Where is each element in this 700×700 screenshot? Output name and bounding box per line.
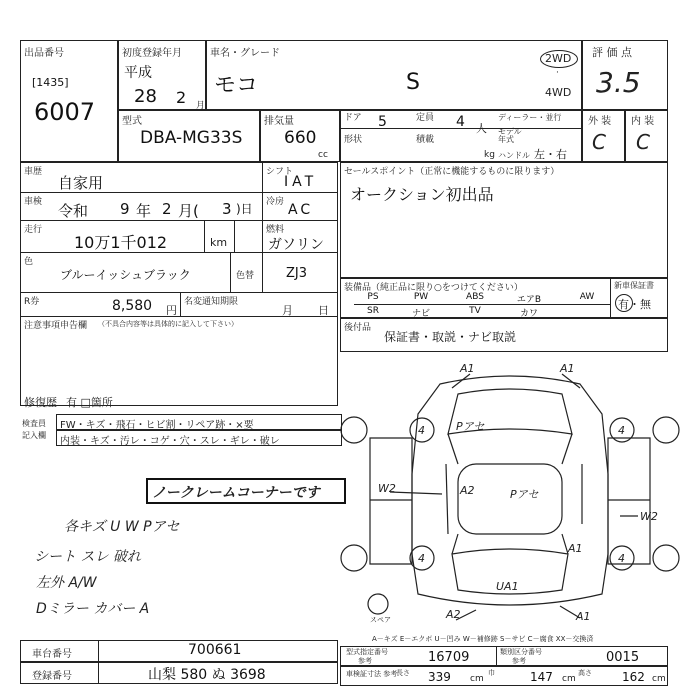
- car-grade: S: [406, 70, 420, 95]
- equip-pw: PW: [413, 292, 429, 302]
- lot-code: [1435]: [32, 76, 69, 89]
- recycle-label: R券: [24, 297, 40, 307]
- inspection-day: 3: [222, 200, 232, 218]
- accessories-label: 後付品: [344, 323, 372, 333]
- designation-sub: 参考: [358, 657, 372, 665]
- dims-height-label: 高さ: [578, 669, 592, 677]
- mark-paint-hood: Pアセ: [456, 420, 485, 433]
- dims-label: 車検証寸法 参考: [346, 670, 398, 678]
- accessories-value: 保証書・取説・ナビ取説: [384, 330, 517, 344]
- payload-unit: kg: [484, 150, 495, 160]
- recycle-divider: [180, 292, 181, 316]
- registration-year: 28: [134, 86, 157, 107]
- note-line-1: 各キズ U W Pアセ: [64, 519, 180, 535]
- vehicle-type-value: 自家用: [58, 174, 104, 192]
- mark-tire-front-right: 4: [618, 424, 625, 437]
- equip-ps: PS: [367, 292, 379, 302]
- fuel-label: 燃料: [266, 225, 285, 235]
- equip-tv: TV: [469, 306, 481, 316]
- vehicle-type-label: 車歴: [24, 167, 43, 177]
- exterior-value: C: [592, 130, 606, 154]
- dims-width-unit: cm: [562, 674, 576, 684]
- capacity-value: 4: [456, 114, 465, 130]
- color-label: 色: [24, 257, 34, 267]
- dims-length-label: 長さ: [396, 669, 410, 677]
- equip-navi: ナビ: [411, 309, 430, 319]
- dims-length-unit: cm: [470, 674, 484, 684]
- inspection-year: 9: [120, 200, 130, 218]
- interior-label: 内 装: [631, 116, 655, 127]
- car-number-label: 車台番号: [32, 649, 72, 660]
- drive-dot: ·: [556, 68, 559, 78]
- equip-divider: [610, 278, 611, 318]
- car-name: モコ: [214, 73, 259, 98]
- details-box: [20, 162, 338, 406]
- note-line-2: シート スレ 破れ: [34, 549, 141, 565]
- reg-number-label: 登録番号: [32, 671, 72, 682]
- lot-number: 6007: [34, 98, 96, 126]
- mark-a2-left: A2: [460, 484, 475, 497]
- inspection-year-unit: 年: [136, 202, 152, 220]
- registration-month-unit: 月: [196, 101, 206, 111]
- doors-value: 5: [378, 114, 387, 130]
- mark-paint-roof: Pアセ: [510, 488, 539, 501]
- designation-label: 型式指定番号: [346, 648, 388, 656]
- color-value: ブルーイッシュブラック: [60, 268, 191, 282]
- recycle-value: 8,580: [112, 298, 153, 314]
- equip-abs: ABS: [466, 292, 484, 302]
- equip-airbag: エアB: [516, 295, 542, 305]
- spec-divider: [340, 128, 582, 129]
- equip-sr: SR: [367, 306, 379, 316]
- col-divider-1: [262, 162, 263, 252]
- dims-height: 162: [622, 670, 645, 684]
- car-number-value: 700661: [188, 642, 242, 658]
- inspection-day-unit: )日: [236, 202, 253, 216]
- drive-2wd: 2WD: [545, 52, 572, 65]
- inspection-era: 令和: [58, 202, 89, 220]
- payload-label: 積載: [416, 135, 435, 145]
- km-divider: [204, 220, 205, 252]
- note-line-4: Dミラー カバー A: [36, 601, 150, 617]
- mark-a1-rear-right: A1: [568, 542, 583, 555]
- warranty-circle: [615, 294, 633, 312]
- car-diagram: [340, 354, 680, 634]
- mark-a1-front-right: A1: [560, 362, 575, 375]
- equip-aw: AW: [579, 292, 595, 302]
- mark-w2-left: W2: [378, 482, 396, 495]
- repair-value: 有 □箇所: [66, 396, 113, 409]
- reg-number-value: 山梨 580 ぬ 3698: [148, 667, 266, 683]
- displacement-value: 660: [284, 128, 317, 148]
- inspection-month-unit: 月(: [178, 202, 199, 220]
- lot-label: 出品番号: [24, 48, 64, 59]
- color-divider-2: [262, 252, 263, 292]
- mark-a1-front-left: A1: [460, 362, 475, 375]
- score-label: 評 価 点: [592, 46, 632, 59]
- color-code-label: 色替: [236, 271, 255, 281]
- dealer-label: ディーラー・並行: [498, 113, 562, 122]
- recycle-unit: 円: [166, 304, 177, 317]
- drive-4wd: 4WD: [545, 86, 572, 99]
- mark-w2-right: W2: [640, 510, 658, 523]
- registration-month: 2: [176, 88, 187, 107]
- row-divider-1: [20, 192, 338, 193]
- mileage-label: 走行: [24, 225, 43, 235]
- mark-a1-rear: A1: [576, 610, 591, 623]
- sale-points-box: [340, 162, 668, 278]
- warranty-label: 新車保証書: [614, 281, 654, 290]
- color-divider: [230, 252, 231, 292]
- inspector-row2-text: 内装・キズ・汚レ・コゲ・穴・スレ・ギレ・破レ: [60, 436, 280, 447]
- repair-label: 修復歴: [24, 396, 57, 409]
- equipment-label: 装備品（純正品に限り○をつけてください）: [344, 283, 523, 293]
- dims-width: 147: [530, 670, 553, 684]
- sale-points-label: セールスポイント（正常に機能するものに限ります）: [344, 167, 560, 177]
- dims-length: 339: [428, 670, 451, 684]
- mark-tire-front-left: 4: [418, 424, 425, 437]
- category-sub: 参考: [512, 657, 526, 665]
- displacement-label: 排気量: [264, 116, 294, 127]
- color-code: ZJ3: [286, 266, 308, 281]
- mark-tire-rear-right: 4: [618, 552, 625, 565]
- inspection-month: 2: [162, 200, 172, 218]
- model-label: 型式: [122, 116, 142, 127]
- shape-label: 形状: [344, 135, 363, 145]
- capacity-label: 定員: [416, 113, 435, 123]
- handle-value: 左・右: [534, 148, 567, 161]
- doors-label: ドア: [344, 113, 362, 123]
- inspector-label: 検査員記入欄: [22, 419, 46, 440]
- spare-label: スペア: [370, 616, 391, 624]
- designation-divider: [496, 646, 497, 666]
- no-claim-banner-text: ノークレームコーナーです: [152, 485, 320, 501]
- row-divider-2: [20, 220, 338, 221]
- row-divider-3: [20, 252, 338, 253]
- mark-tire-rear-left: 4: [418, 552, 425, 565]
- handle-label: ハンドル: [498, 151, 530, 160]
- dims-width-label: 巾: [488, 669, 495, 677]
- shift-label: シフト: [266, 167, 294, 177]
- model-year-label: モデル年式: [498, 127, 522, 144]
- equip-leather: カワ: [519, 309, 538, 319]
- inspector-row1-text: FW・キズ・飛石・ヒビ割・リペア跡・×要: [60, 420, 254, 431]
- km-divider-2: [234, 220, 235, 252]
- score-value: 3.5: [596, 66, 641, 99]
- exterior-label: 外 装: [588, 116, 612, 127]
- notes-sub: （不具合内容等は具体的に記入して下さい）: [98, 320, 238, 328]
- registration-label: 初度登録年月: [122, 48, 182, 59]
- registration-era: 平成: [124, 65, 152, 81]
- ac-value: AC: [288, 202, 314, 218]
- model-value: DBA-MG33S: [140, 128, 243, 148]
- ac-label: 冷房: [266, 197, 285, 207]
- mileage-unit: km: [210, 236, 228, 249]
- sale-points-value: オークション初出品: [350, 185, 494, 204]
- category-label: 類別区分番号: [500, 648, 542, 656]
- inspection-label: 車検: [24, 197, 43, 207]
- diagram-legend: A－キズ E－エクボ U－凹み W－補修跡 S－サビ C－腐食 XX－交換済: [372, 635, 594, 643]
- category-value: 0015: [606, 650, 640, 665]
- row-divider-5: [20, 316, 338, 317]
- car-label: 車名・グレード: [210, 48, 280, 59]
- equip-row-line: [354, 304, 610, 305]
- designation-value: 16709: [428, 650, 470, 665]
- transfer-month: 月: [282, 304, 293, 317]
- notes-label: 注意事項申告欄: [24, 321, 88, 331]
- capacity-unit: 人: [476, 122, 487, 135]
- mileage-value: 10万1千012: [74, 233, 168, 252]
- dims-height-unit: cm: [652, 674, 666, 684]
- fuel-value: ガソリン: [268, 237, 324, 253]
- warranty-value: 有・無: [618, 298, 651, 311]
- shift-value: IAT: [284, 174, 318, 190]
- transfer-label: 名変通知期限: [184, 297, 239, 307]
- transfer-day: 日: [318, 304, 329, 317]
- interior-value: C: [636, 130, 650, 154]
- mark-a2-rear: A2: [446, 608, 461, 621]
- displacement-unit: cc: [318, 150, 328, 160]
- note-line-3: 左外 A/W: [36, 575, 97, 591]
- row-divider-4: [20, 292, 338, 293]
- mark-ua1-rear: UA1: [496, 580, 519, 593]
